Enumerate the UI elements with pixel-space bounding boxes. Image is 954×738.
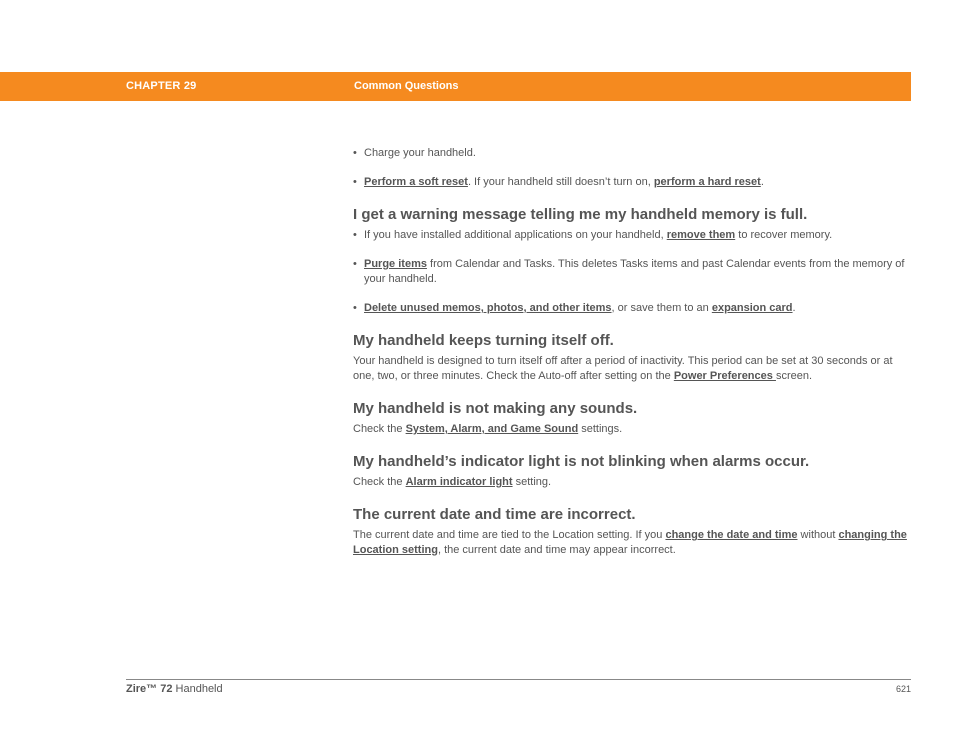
- body-text: Check the: [353, 423, 406, 435]
- section-heading: I get a warning message telling me my handheld memory is full.: [353, 206, 808, 223]
- bullet-text: Charge your handheld.: [364, 147, 476, 159]
- section-heading: My handheld is not making any sounds.: [353, 400, 638, 417]
- section-body: [353, 422, 911, 437]
- body-text: without: [797, 529, 839, 541]
- product-type: Handheld: [172, 683, 223, 695]
- page-number: 621: [895, 684, 911, 694]
- hard-reset-link[interactable]: perform a hard reset: [653, 176, 761, 188]
- system-alarm-game-sound-link[interactable]: System, Alarm, and Game Sound: [405, 423, 579, 435]
- power-preferences-link[interactable]: Power Preferences: [673, 370, 776, 382]
- expansion-card-link[interactable]: expansion card: [711, 302, 793, 314]
- footer-divider: [126, 679, 911, 680]
- list-item: [353, 301, 911, 316]
- body-text: settings.: [578, 423, 623, 435]
- section-body: [353, 528, 911, 558]
- alarm-indicator-light-link[interactable]: Alarm indicator light: [405, 476, 513, 488]
- section-body: [353, 354, 911, 384]
- section-body: [353, 475, 911, 490]
- section-heading: The current date and time are incorrect.: [353, 506, 636, 523]
- footer-product-name: [126, 683, 223, 695]
- list-item: [353, 175, 911, 190]
- remove-them-link[interactable]: remove them: [666, 229, 736, 241]
- delete-unused-items-link[interactable]: Delete unused memos, photos, and other items: [364, 302, 612, 314]
- changing-location-setting-link[interactable]: changing the Location setting: [353, 529, 907, 556]
- bullet-text: from Calendar and Tasks. This deletes Tasks items and past Calendar events from the memory of your handheld.: [364, 258, 905, 285]
- body-text: Your handheld is designed to turn itself off after a period of inactivity. This period can be set at 30 seconds or at one, two, or three minutes. Check the Auto-off after setting on the: [353, 355, 893, 382]
- body-text: Check the: [353, 476, 406, 488]
- body-text: screen.: [775, 370, 813, 382]
- list-item: [353, 257, 911, 287]
- bullet-text: , or save them to an: [611, 302, 712, 314]
- body-text: setting.: [512, 476, 552, 488]
- bullet-text: . If your handheld still doesn’t turn on,: [467, 176, 654, 188]
- list-item: [353, 146, 911, 161]
- chapter-number: CHAPTER 29: [126, 80, 197, 92]
- chapter-title: Common Questions: [354, 80, 459, 92]
- section-heading: My handheld keeps turning itself off.: [353, 332, 614, 349]
- product-model: Zire™ 72: [126, 683, 173, 695]
- change-date-time-link[interactable]: change the date and time: [665, 529, 798, 541]
- section-heading: My handheld’s indicator light is not blinking when alarms occur.: [353, 453, 810, 470]
- list-item: [353, 228, 911, 243]
- bullet-text: .: [760, 176, 764, 188]
- page-content: [353, 146, 911, 574]
- body-text: The current date and time are tied to the Location setting. If you: [353, 529, 666, 541]
- soft-reset-link[interactable]: Perform a soft reset: [364, 176, 468, 188]
- bullet-text: .: [792, 302, 796, 314]
- bullet-text: If you have installed additional applications on your handheld,: [364, 229, 667, 241]
- chapter-header-bar: [0, 72, 911, 101]
- bullet-text: to recover memory.: [735, 229, 833, 241]
- purge-items-link[interactable]: Purge items: [364, 258, 427, 270]
- body-text: , the current date and time may appear incorrect.: [437, 544, 676, 556]
